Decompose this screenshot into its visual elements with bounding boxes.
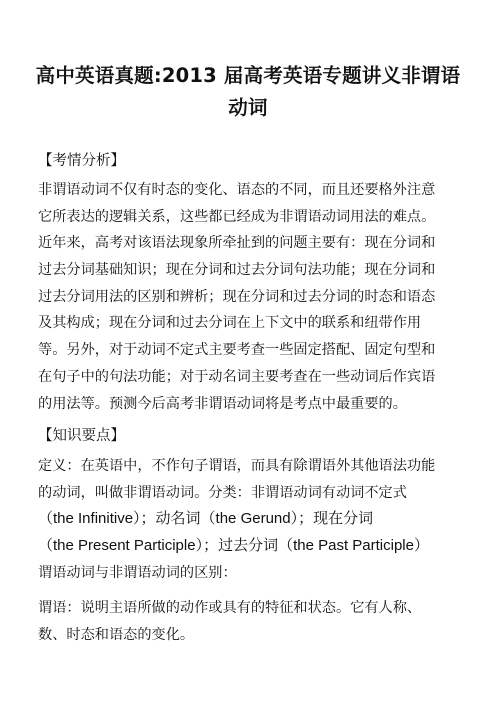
paragraph-line: 数、时态和语态的变化。 (38, 626, 195, 643)
paragraph-line: 过去分词基础知识；现在分词和过去分词句法功能；现在分词和 (38, 262, 436, 279)
paragraph-line: 谓语：说明主语所做的动作或具有的特征和状态。它有人称、 (38, 600, 422, 616)
section-heading-key-points: 【知识要点】 (38, 428, 125, 444)
paragraph-line: 在句子中的句法功能；对于动名词主要考查在一些动词后作宾语 (38, 368, 436, 385)
paragraph-line: 等。另外，对于动词不定式主要考查一些固定搭配、固定句型和 (38, 342, 436, 359)
paragraph-line: 的用法等。预测今后高考非谓语动词将是考点中最重要的。 (38, 395, 407, 412)
paragraph-line: 非谓语动词不仅有时态的变化、语态的不同，而且还要格外注意 (38, 182, 436, 198)
title-line-1: 高中英语真题:2013 届高考英语专题讲义非谓语 (35, 64, 461, 87)
paragraph-line: 过去分词用法的区别和辨析；现在分词和过去分词的时态和语态 (38, 288, 436, 305)
paragraph-line: （the Infinitive）；动名词（the Gerund）；现在分词 (38, 510, 374, 528)
analysis-paragraph (38, 177, 468, 417)
predicate-paragraph (38, 595, 468, 648)
section-heading-analysis: 【考情分析】 (38, 153, 125, 169)
paragraph-line: 它所表达的逻辑关系，这些都已经成为非谓语动词用法的难点。 (38, 208, 436, 225)
paragraph-line: 近年来，高考对该语法现象所牵扯到的问题主要有：现在分词和 (38, 235, 436, 252)
key-points-paragraph (38, 453, 468, 586)
title-line-2: 动词 (228, 96, 268, 119)
paragraph-line: 及其构成；现在分词和过去分词在上下文中的联系和纽带作用 (38, 315, 422, 332)
paragraph-line: 的动词，叫做非谓语动词。分类：非谓语动词有动词不定式 (38, 484, 407, 501)
document-title (30, 60, 466, 124)
paragraph-line: 谓语动词与非谓语动词的区别： (38, 564, 237, 581)
paragraph-line: 定义：在英语中，不作句子谓语，而具有除谓语外其他语法功能 (38, 458, 436, 474)
paragraph-line: （the Present Participle）；过去分词（the Past Participle） (38, 537, 429, 555)
